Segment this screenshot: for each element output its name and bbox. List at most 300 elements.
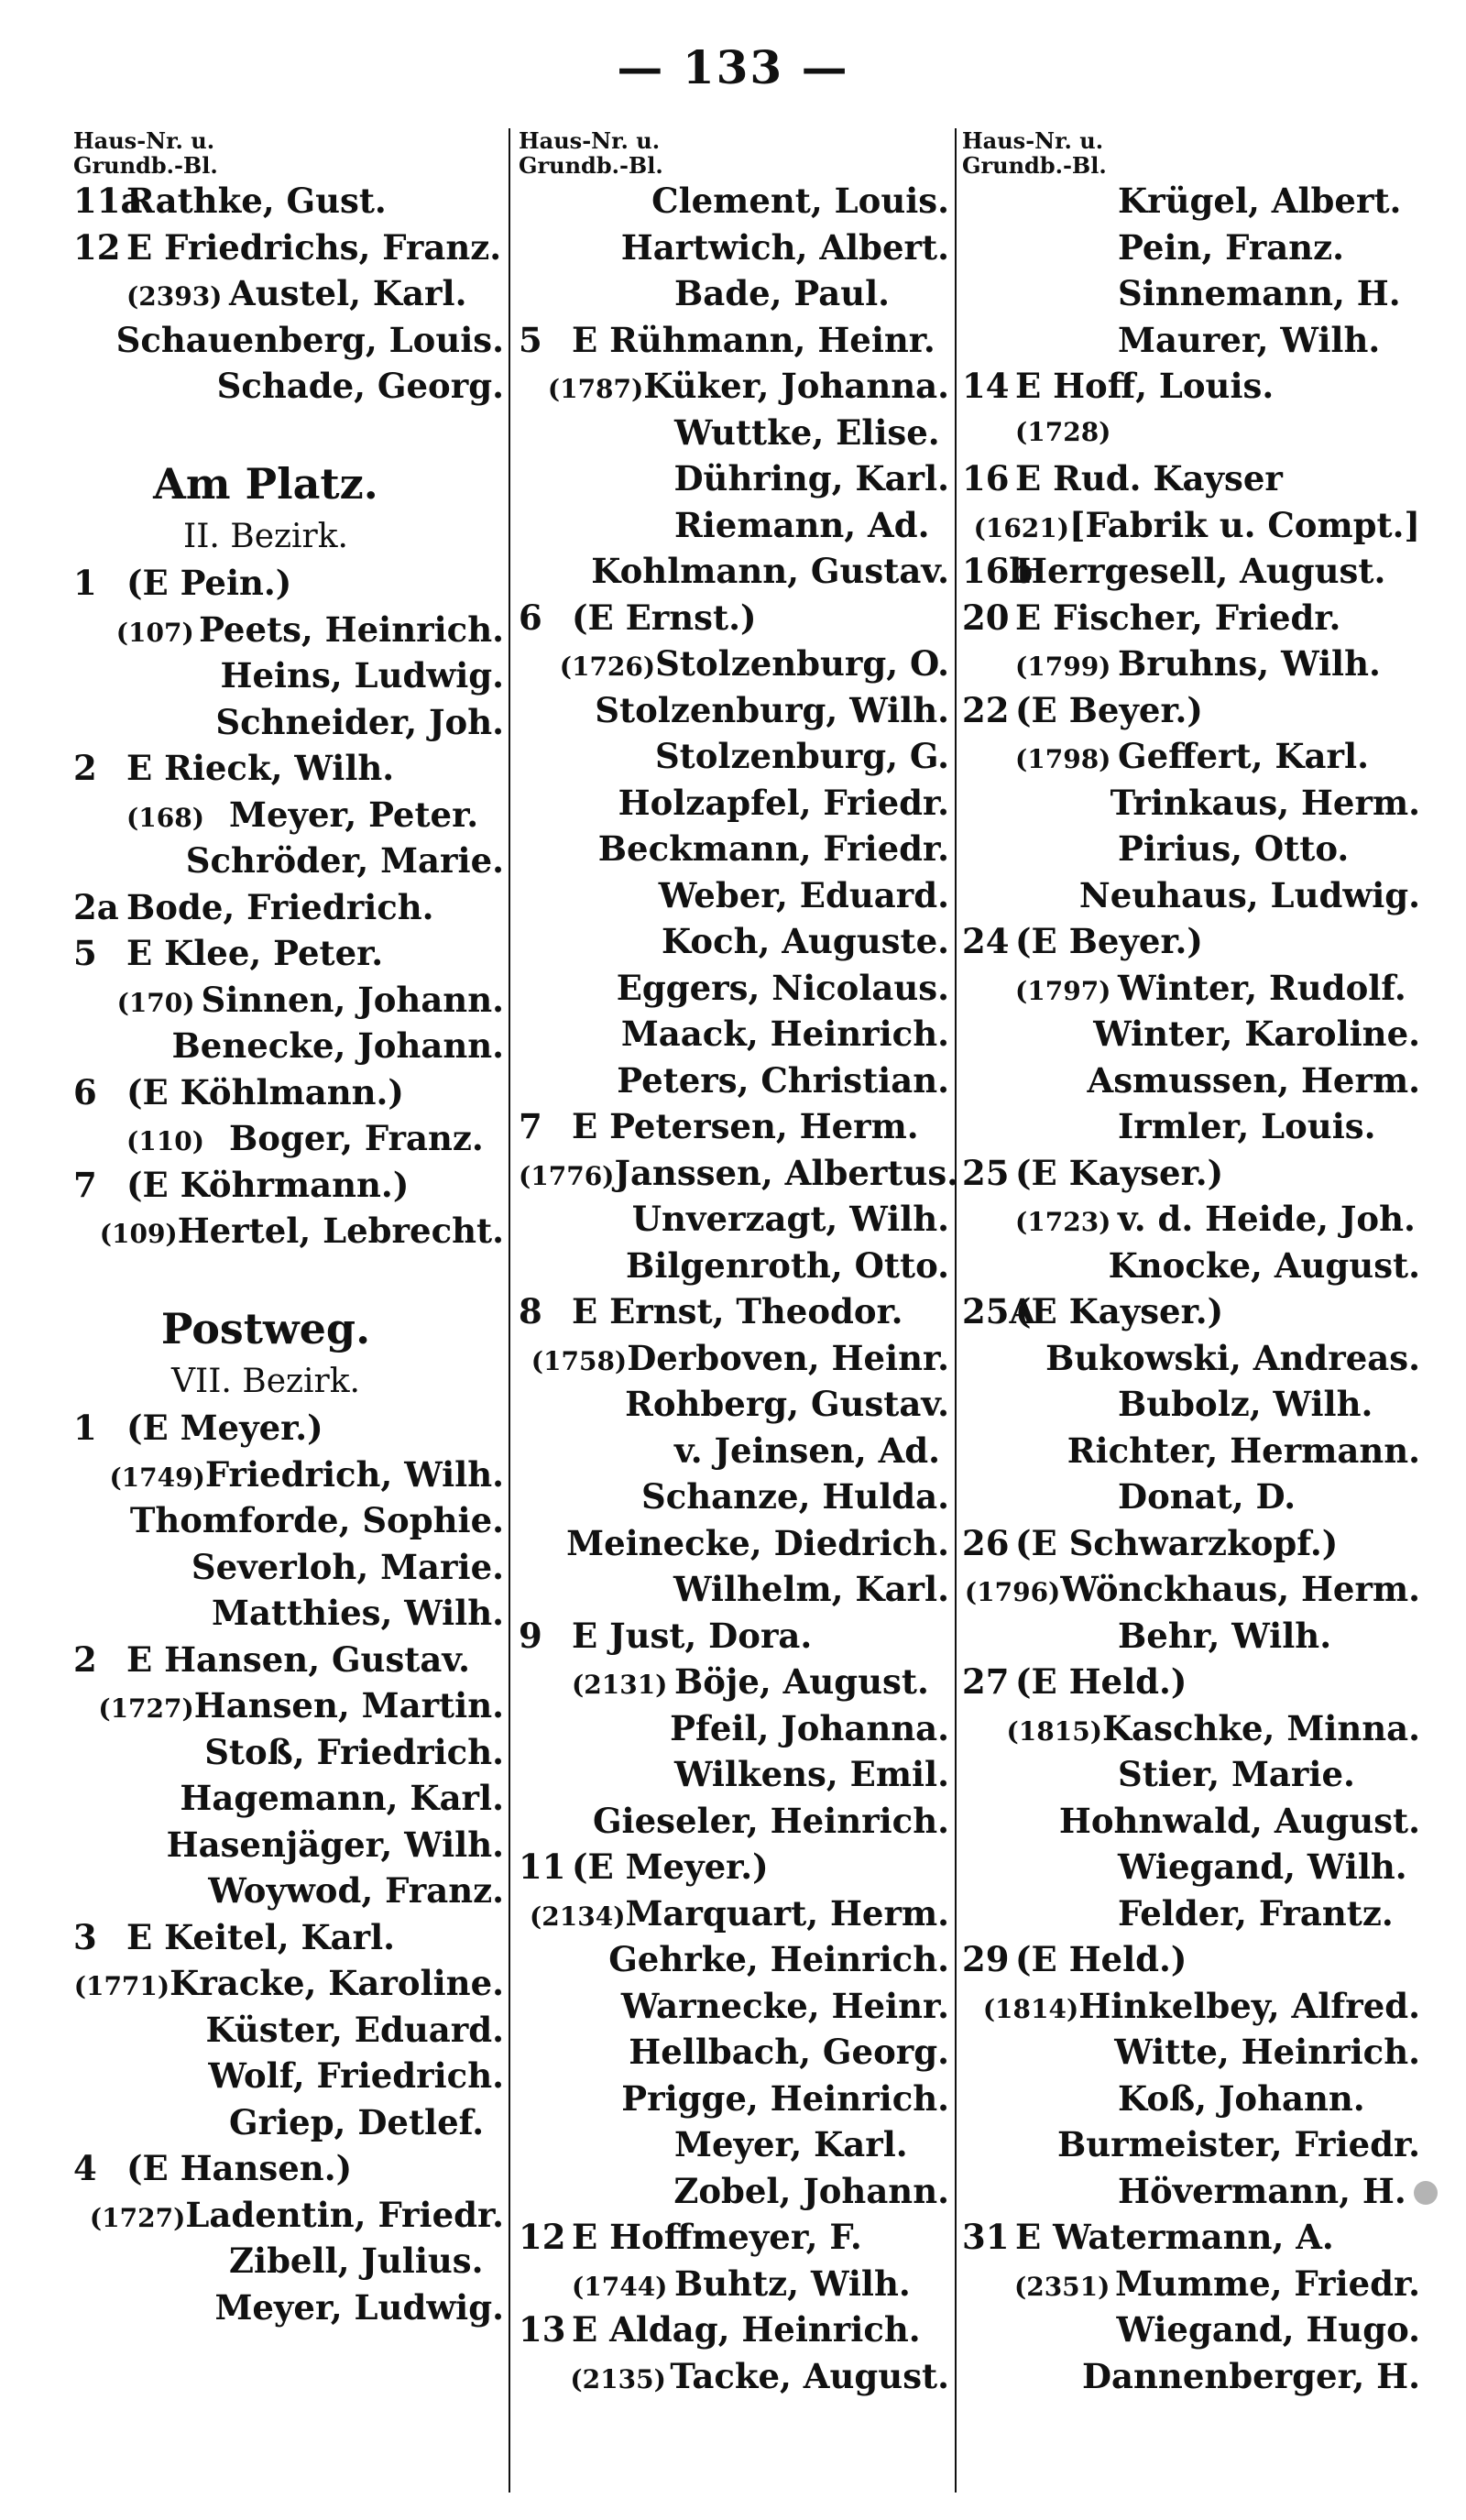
land-register-number: (2393) [126,281,223,312]
house-number: 12 [519,2217,566,2257]
resident-name: Severloh, Marie. [191,1546,504,1587]
resident-name: Hagemann, Karl. [180,1778,504,1818]
directory-entry [519,2306,949,2353]
directory-entry [962,2214,1420,2261]
resident-name: Bubolz, Wilh. [1118,1384,1373,1424]
directory-entry [73,1637,504,1683]
resident-name: Boger, Franz. [229,1118,484,1158]
directory-entry [962,2029,1420,2076]
house-number: 13 [519,2309,566,2350]
resident-name: Trinkaus, Herm. [1110,782,1420,823]
land-register-number: (1758) [531,1345,628,1376]
column-header-line: Grundb.-Bl. [73,152,218,179]
resident-name: Winter, Rudolf. [1118,967,1406,1008]
resident-name: Böje, August. [674,1661,929,1702]
resident-name: Mumme, Friedr. [1114,2263,1420,2304]
column-header [962,128,1420,178]
resident-name: Janssen, Albertus. [614,1152,959,1193]
house-number: 6 [519,597,542,638]
resident-name: Hohnwald, August. [1058,1800,1420,1841]
directory-entry [519,1196,949,1243]
resident-name: Prigge, Heinrich. [621,2077,949,2119]
resident-name: Koch, Auguste. [662,921,949,961]
directory-entry [73,1729,504,1776]
directory-entry [519,410,949,456]
house-number: 25A [962,1291,1036,1331]
land-register-number: (1726) [559,652,656,682]
resident-name: Maurer, Wilh. [1118,319,1381,360]
land-register-number: (1621) [973,512,1070,543]
resident-name: Friedrich, Wilh. [204,1453,504,1495]
house-number: 16b [962,551,1034,591]
house-number: 24 [962,921,1010,961]
house-number: 1 [73,563,97,603]
directory-entry [519,1844,949,1890]
column-header-line: Haus-Nr. u. [73,127,215,154]
directory-entry [962,2353,1420,2400]
directory-entry [962,1335,1420,1382]
directory-entry [73,2238,504,2284]
directory-entry [962,872,1420,919]
resident-name: Hartwich, Albert. [620,226,949,268]
resident-name: E Hoff, Louis. [1015,366,1275,406]
resident-name: Wolf, Friedrich. [208,2055,504,2096]
directory-entry [519,502,949,549]
directory-entry [73,2145,504,2192]
house-number: 6 [73,1071,97,1112]
resident-name: Kracke, Karoline. [170,1963,504,2003]
resident-name: Hellbach, Georg. [629,2032,949,2072]
resident-name: (E Held.) [1015,1939,1187,1979]
directory-entry [73,884,504,931]
resident-name: Donat, D. [1118,1476,1296,1517]
land-register-number: (170) [116,987,195,1018]
directory-entry [962,1705,1420,1752]
resident-name: (E Köhlmann.) [126,1071,404,1112]
directory-entry [962,1844,1420,1890]
house-number: 2 [73,748,97,788]
directory-entry [962,687,1420,734]
directory-entry [73,363,504,410]
land-register-number: (168) [126,802,204,833]
district-label: II. Bezirk. [182,517,349,555]
directory-entry [519,595,949,641]
land-register-number: (1815) [1006,1715,1102,1747]
directory-entry [73,652,504,699]
column-1 [73,128,504,2493]
directory-entry [519,918,949,965]
resident-name: Stier, Marie. [1118,1754,1355,1794]
resident-name: Gieseler, Heinrich. [592,1800,949,1841]
house-number: 11 [519,1846,566,1887]
resident-name: Maack, Heinrich. [620,1013,949,1054]
house-number: 31 [962,2217,1010,2257]
resident-name: Gehrke, Heinrich. [608,1939,949,1979]
land-register-number: (1796) [964,1577,1061,1607]
directory-entry [519,780,949,827]
street-heading: Postweg. [160,1303,371,1353]
resident-name: Schanze, Hulda. [641,1476,949,1517]
resident-name: E Fischer, Friedr. [1015,597,1341,638]
directory-entry [962,1428,1420,1474]
directory-entry [962,1983,1420,2030]
directory-entry [519,1936,949,1983]
resident-name: Knocke, August. [1108,1244,1420,1286]
directory-entry [519,2353,949,2400]
directory-entry [519,1057,949,1104]
directory-entry [962,225,1420,271]
street-heading: Am Platz. [153,458,378,509]
land-register-number: (110) [126,1126,204,1156]
directory-entry [962,1474,1420,1520]
directory-entry [962,1103,1420,1150]
directory-entry [73,2053,504,2099]
directory-entry [73,1023,504,1069]
column-divider [509,128,510,2493]
directory-entry [962,1057,1420,1104]
resident-name: E Keitel, Karl. [126,1916,396,1957]
column-divider [955,128,957,2493]
resident-name: Derboven, Heinr. [627,1337,949,1378]
land-register-number: (2135) [570,2363,666,2394]
land-register-number: (1727) [98,1693,194,1724]
resident-name: Bukowski, Andreas. [1045,1337,1420,1378]
resident-name: E Hansen, Gustav. [126,1638,471,1680]
land-register-number: (109) [99,1219,178,1249]
house-number: 9 [519,1615,542,1656]
directory-entry [73,1405,504,1452]
resident-name: Wilkens, Emil. [673,1754,949,1794]
directory-entry [962,780,1420,827]
resident-name: Küker, Johanna. [643,366,949,406]
column-header-line: Grundb.-Bl. [519,152,663,179]
directory-entry [519,2261,949,2307]
resident-name: Richter, Hermann. [1067,1430,1420,1471]
directory-entry [73,1914,504,1961]
directory-entry [962,733,1420,780]
directory-entry [73,838,504,884]
resident-name: (E Meyer.) [126,1408,323,1448]
house-number: 29 [962,1939,1010,1979]
resident-name: (E Beyer.) [1015,921,1203,961]
land-register-number: (1723) [1015,1207,1111,1237]
resident-name: Stolzenburg, G. [654,736,949,776]
directory-entry [962,2121,1420,2168]
directory-entry [519,2076,949,2122]
directory-entry [962,1566,1420,1613]
resident-name: Peets, Heinrich. [199,608,504,650]
resident-name: Austel, Karl. [229,273,467,313]
resident-name: Stolzenburg, Wilh. [595,689,949,730]
resident-name: (E Hansen.) [126,2148,353,2188]
directory-entry [73,1868,504,1914]
directory-entry [73,2192,504,2239]
directory-entry [519,1566,949,1613]
resident-name: Zibell, Julius. [229,2241,484,2281]
column-header-line: Grundb.-Bl. [962,152,1107,179]
page-number: — 133 — [617,40,849,94]
land-register-number: (1798) [1015,744,1111,774]
directory-entry [962,1659,1420,1705]
resident-name: E Hoffmeyer, F. [572,2217,862,2257]
directory-entry [962,2076,1420,2122]
resident-name: Hansen, Martin. [193,1685,504,1726]
resident-name: Buhtz, Wilh. [674,2263,911,2304]
directory-entry [73,225,504,271]
resident-name: Eggers, Nicolaus. [616,967,949,1008]
directory-entry [519,826,949,872]
resident-name: Pein, Franz. [1118,226,1344,268]
directory-entry [519,1150,959,1197]
directory-entry [519,2214,949,2261]
resident-name: (E Köhrmann.) [126,1164,410,1205]
resident-name: Pirius, Otto. [1118,828,1350,869]
resident-name: Burmeister, Friedr. [1057,2124,1420,2164]
resident-name: Wiegand, Hugo. [1116,2309,1420,2350]
resident-name: (E Kayser.) [1015,1152,1224,1193]
spacer [73,410,504,444]
directory-entry [73,1590,504,1637]
house-number: 11a [73,181,143,221]
directory-entry [73,1069,504,1116]
resident-name: Rohberg, Gustav. [625,1384,949,1424]
directory-entry [519,687,949,734]
directory-entry [73,560,504,607]
directory-entry [73,1497,504,1544]
directory-entry [962,1936,1420,1983]
resident-name: Unverzagt, Wilh. [631,1199,949,1239]
resident-name: Wuttke, Elise. [674,411,940,453]
resident-name: Wiegand, Wilh. [1118,1846,1407,1887]
column-2 [519,127,959,2493]
resident-name: Clement, Louis. [651,181,949,221]
ink-spot [1414,2181,1438,2205]
directory-entry [962,270,1420,317]
directory-entry [962,178,1420,225]
directory-entry [962,1288,1420,1335]
resident-name: (E Schwarzkopf.) [1015,1522,1339,1563]
house-number: 3 [73,1916,97,1957]
resident-name: Holzapfel, Friedr. [618,782,949,823]
house-number: 8 [519,1291,542,1331]
directory-entry [962,1196,1420,1243]
directory-entry [519,1983,949,2030]
resident-name: Hinkelbey, Alfred. [1078,1985,1420,2026]
resident-name: Weber, Eduard. [658,874,949,915]
resident-name: Schneider, Joh. [215,701,504,742]
resident-name: Marquart, Herm. [625,1892,949,1934]
resident-name: E Friedrichs, Franz. [126,226,502,268]
resident-name: Bode, Friedrich. [126,886,434,927]
resident-name: E Rud. Kayser [1015,458,1283,499]
directory-entry [73,1115,504,1162]
land-register-number: (1749) [109,1462,205,1493]
resident-name: Neuhaus, Ludwig. [1078,874,1420,915]
resident-name: Hövermann, H. [1118,2170,1406,2211]
resident-name: Sinnen, Johann. [201,979,504,1020]
house-number: 5 [519,319,542,360]
column-header-line: Haus-Nr. u. [962,127,1104,154]
directory-entry [519,225,949,271]
resident-name: (E Meyer.) [572,1846,769,1887]
resident-name: Beckmann, Friedr. [597,828,949,869]
house-number: 4 [73,2148,97,2188]
directory-entry [519,872,949,919]
directory-entry [519,1103,949,1150]
directory-entry [962,2168,1420,2215]
resident-name: [Fabrik u. Compt.] [1069,504,1420,545]
directory-entry [962,1798,1420,1845]
resident-name: Witte, Heinrich. [1114,2032,1420,2072]
resident-name: Küster, Eduard. [205,2009,504,2050]
resident-name: Krügel, Albert. [1118,181,1402,221]
resident-name: E Klee, Peter. [126,933,384,973]
resident-name: v. d. Heide, Joh. [1118,1199,1416,1239]
directory-entry [73,1960,504,2007]
land-register-number: (1797) [1015,975,1111,1006]
directory-entry [519,1890,949,1937]
land-register-number: (1776) [519,1160,615,1191]
directory-entry [519,317,949,364]
directory-entry [73,2284,504,2331]
resident-name: (E Kayser.) [1015,1291,1224,1331]
directory-entry [962,1751,1420,1798]
resident-name: Heins, Ludwig. [220,655,504,696]
resident-name: E Rieck, Wilh. [126,748,395,788]
resident-name: E Watermann, A. [1015,2217,1334,2257]
directory-entry [962,410,1420,456]
resident-name: Herrgesell, August. [1015,551,1386,591]
directory-entry [962,2306,1420,2353]
resident-name: Schröder, Marie. [185,840,504,881]
directory-entry [519,270,949,317]
directory-entry [962,363,1420,410]
column-header [73,128,504,178]
land-register-number: (2134) [530,1901,626,1932]
district-label: VII. Bezirk. [170,1362,361,1400]
resident-name: Pfeil, Johanna. [670,1707,949,1748]
resident-name: Woywod, Franz. [208,1870,504,1911]
resident-name: (E Ernst.) [572,597,757,638]
resident-name: Kohlmann, Gustav. [591,551,949,591]
resident-name: Stoß, Friedrich. [204,1731,504,1772]
house-number: 5 [73,933,97,973]
house-number: 16 [962,458,1010,499]
directory-entry [962,502,1420,549]
resident-name: Bruhns, Wilh. [1118,643,1381,684]
directory-entry [962,1011,1420,1057]
house-number: 12 [73,226,121,268]
directory-entry [73,317,504,364]
house-number: 25 [962,1152,1010,1193]
resident-name: Thomforde, Sophie. [129,1500,504,1540]
directory-entry [962,455,1420,502]
directory-entry [962,595,1420,641]
resident-name: (E Pein.) [126,563,292,603]
directory-entry [73,607,504,653]
directory-entry [519,1520,949,1567]
resident-name: Schade, Georg. [216,366,504,406]
resident-name: Kaschke, Minna. [1101,1707,1420,1748]
directory-entry [962,1520,1420,1567]
column-3 [962,128,1420,2493]
directory-entry [519,2168,949,2215]
directory-entry [73,930,504,977]
directory-entry [519,965,949,1012]
resident-name: Wönckhaus, Herm. [1060,1569,1420,1609]
directory-entry [519,1428,949,1474]
directory-entry [519,1798,949,1845]
land-register-number: (2351) [1013,2271,1110,2302]
resident-name: Winter, Karoline. [1093,1013,1420,1054]
resident-name: Geffert, Karl. [1118,736,1369,776]
resident-name: E Rühmann, Heinr. [572,319,935,360]
resident-name: (E Beyer.) [1015,689,1203,730]
house-number: 1 [73,1408,97,1448]
land-register-number: (1787) [547,374,644,404]
resident-name: E Just, Dora. [572,1615,813,1656]
directory-entry [519,1335,949,1382]
directory-entry [519,1474,949,1520]
directory-entry [519,1613,949,1660]
directory-entry [73,1208,504,1255]
resident-name: Bade, Paul. [674,273,891,313]
resident-name: Benecke, Johann. [171,1025,504,1066]
resident-name: (E Held.) [1015,1661,1187,1702]
resident-name: Irmler, Louis. [1118,1106,1376,1146]
directory-entry [962,548,1420,595]
directory-entry [519,2029,949,2076]
resident-name: Bilgenroth, Otto. [626,1244,949,1286]
resident-name: Dannenberger, H. [1081,2355,1420,2396]
directory-entry [73,699,504,746]
resident-name: Meyer, Peter. [229,794,479,835]
directory-entry [962,1243,1420,1289]
resident-name: E Ernst, Theodor. [572,1291,903,1331]
directory-entry [73,977,504,1024]
directory-entry [519,1011,949,1057]
resident-name: Tacke, August. [670,2355,949,2396]
spacer [73,1255,504,1289]
land-register-number: (1744) [572,2271,668,2302]
land-register-number: (1771) [73,1971,170,2001]
directory-entry [962,965,1420,1012]
land-register-number: (2131) [572,1670,668,1700]
directory-entry [519,1705,949,1752]
resident-name: Meyer, Ludwig. [214,2286,504,2328]
resident-name: Peters, Christian. [617,1059,949,1101]
resident-name: Hasenjäger, Wilh. [166,1824,504,1865]
directory-entry [519,363,949,410]
directory-entry [73,1162,504,1209]
directory-entry [73,2007,504,2054]
house-number: 14 [962,366,1010,406]
directory-entry [73,1775,504,1822]
resident-name: Schauenberg, Louis. [115,319,504,360]
directory-entry [962,1890,1420,1937]
resident-name: Hertel, Lebrecht. [177,1211,504,1251]
resident-name: v. Jeinsen, Ad. [674,1430,941,1471]
directory-entry [73,1682,504,1729]
directory-entry [519,2121,949,2168]
resident-name: Wilhelm, Karl. [673,1569,949,1609]
resident-name: Rathke, Gust. [126,181,387,221]
directory-entry [73,1544,504,1591]
directory-entry [519,178,949,225]
land-register-number: (1814) [982,1993,1079,2024]
directory-entry [519,1243,949,1289]
directory-entry [519,1659,949,1705]
